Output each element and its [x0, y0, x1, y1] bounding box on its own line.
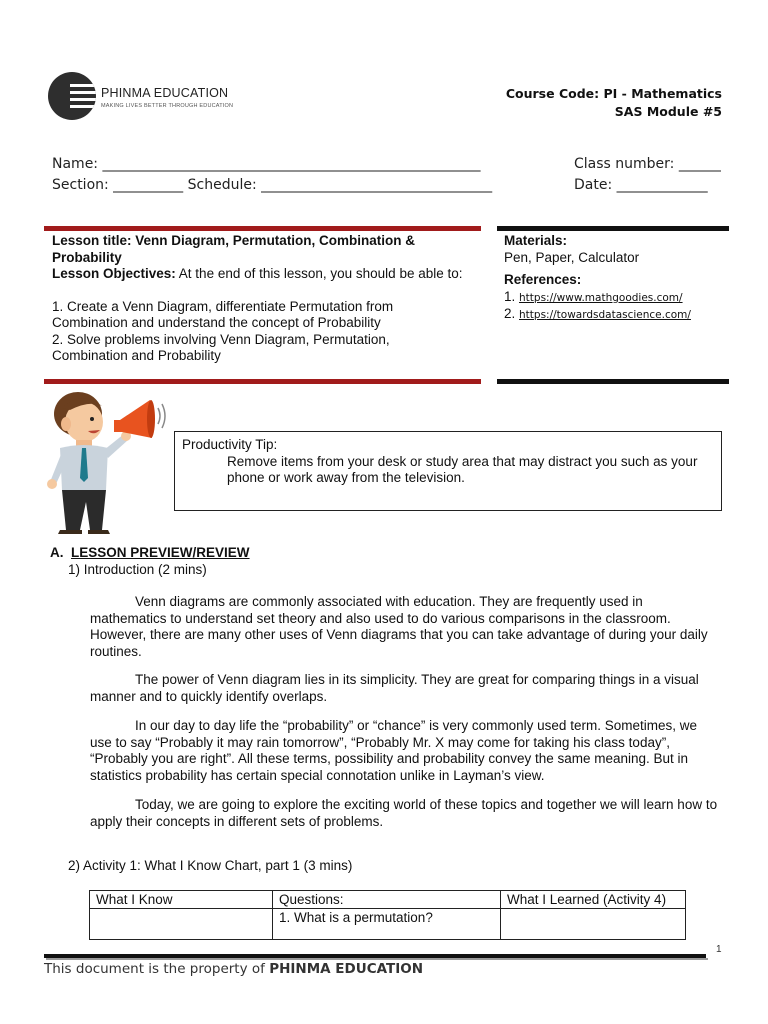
lesson-info	[52, 233, 482, 365]
page-number: 1	[716, 944, 722, 955]
name-field[interactable]: Name: ______________________________________________________	[52, 156, 481, 172]
footer-text	[44, 961, 423, 977]
table-header: What I Know	[90, 891, 273, 909]
brand-tagline: MAKING LIVES BETTER THROUGH EDUCATION	[101, 103, 234, 109]
footer-brand: PHINMA EDUCATION	[269, 961, 424, 977]
paragraph-4: Today, we are going to explore the exciting world of these topics and together we will learn how to apply their concepts in different sets of problems.	[90, 797, 718, 829]
section-schedule-field[interactable]: Section: __________ Schedule: _________________________________	[52, 177, 493, 193]
table-header-row	[90, 891, 686, 909]
class-number-field[interactable]: Class number: ______	[574, 156, 721, 172]
productivity-tip-text: Remove items from your desk or study area that may distract you such as your phone or work away from the television.	[227, 453, 698, 485]
reference-1-number: 1.	[504, 288, 520, 304]
date-field[interactable]: Date: _____________	[574, 177, 708, 193]
objectives-text: At the end of this lesson, you should be able to:	[175, 266, 463, 281]
megaphone-man-icon	[40, 386, 170, 536]
activity-1-item: 2) Activity 1: What I Know Chart, part 1 (3 mins)	[68, 858, 353, 873]
module-number: SAS Module #5	[614, 104, 722, 119]
table-header: Questions:	[273, 891, 501, 909]
objective-2: 2. Solve problems involving Venn Diagram, Permutation, Combination and Probability	[52, 331, 390, 363]
reference-2-number: 2.	[504, 306, 520, 321]
footer-divider-shadow	[46, 958, 708, 960]
table-cell: 1. What is a permutation?	[273, 909, 501, 940]
references-label: References:	[504, 272, 582, 287]
footer-property-text: This document is the property of	[44, 961, 270, 977]
table-cell[interactable]	[90, 909, 273, 940]
lesson-top-bar	[44, 226, 481, 231]
course-code: Course Code: PI - Mathematics	[505, 86, 722, 101]
paragraph-2: The power of Venn diagram lies in its simplicity. They are great for comparing things in a visual manner and to quickly identify overlaps.	[90, 672, 699, 704]
section-a-heading	[50, 545, 250, 560]
paragraph-1: Venn diagrams are commonly associated with education. They are frequently used in mathematics to understand set theory and also used to do various comparisons in the classroom. However, there are many other uses of Venn diagrams that you can take advantage of during your daily routines.	[90, 594, 708, 659]
materials-bottom-bar	[497, 379, 729, 384]
materials-items: Pen, Paper, Calculator	[504, 249, 640, 265]
materials-label: Materials:	[504, 233, 568, 248]
paragraph-3: In our day to day life the “probability” or “chance” is very commonly used term. Sometimes, we use to say “Probably it may rain tomorrow”, “Probably Mr. X may come for taking his class today”, “Probably you are right”. All these terms, possibility and probability convey the same meaning. But in statistics probability has certain special connotation unlike in Layman’s view.	[90, 718, 697, 783]
phinma-logo-icon	[48, 72, 96, 120]
section-a-title: LESSON PREVIEW/REVIEW	[71, 545, 250, 560]
objective-1: 1. Create a Venn Diagram, differentiate Permutation from Combination and understand the concept of Probability	[52, 298, 394, 330]
lesson-title: Lesson title: Venn Diagram, Permutation, Combination &	[52, 233, 416, 248]
productivity-tip-label: Productivity Tip:	[182, 437, 278, 452]
lesson-title-cont: Probability	[52, 249, 122, 265]
reference-link-2[interactable]: https://towardsdatascience.com/	[519, 309, 691, 321]
objectives-label: Lesson Objectives:	[52, 266, 176, 281]
section-a-letter: A.	[50, 545, 64, 560]
introduction-item: 1) Introduction (2 mins)	[68, 562, 207, 577]
brand-name: PHINMA EDUCATION	[101, 86, 229, 100]
materials-top-bar	[497, 226, 729, 231]
materials-info	[504, 233, 691, 324]
lesson-bottom-bar	[44, 379, 481, 384]
know-chart-table	[89, 890, 686, 940]
productivity-tip-box	[174, 431, 722, 511]
table-cell[interactable]	[501, 909, 686, 940]
reference-link-1[interactable]: https://www.mathgoodies.com/	[519, 291, 683, 304]
table-header: What I Learned (Activity 4)	[501, 891, 686, 909]
table-row	[90, 909, 686, 940]
